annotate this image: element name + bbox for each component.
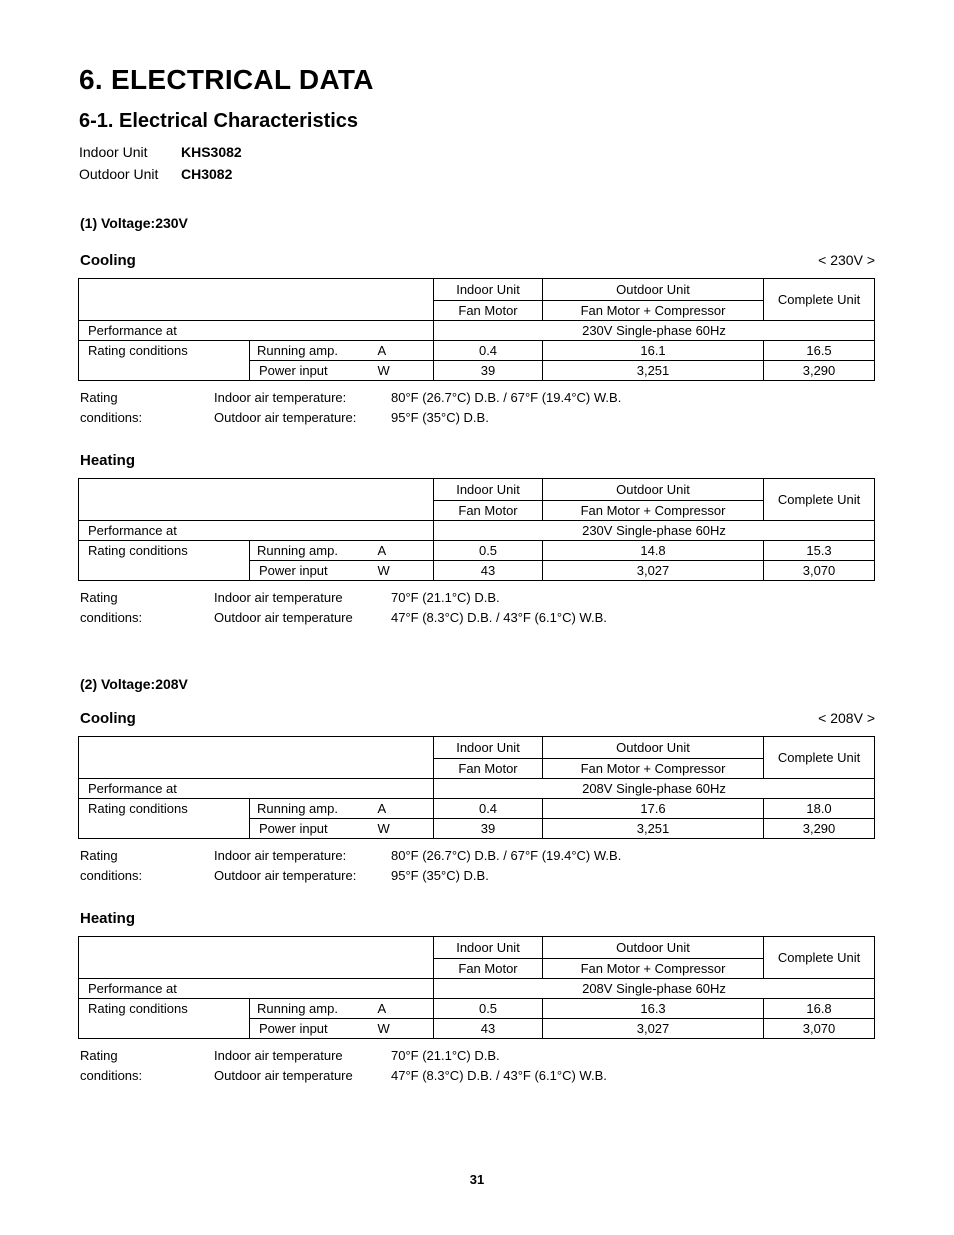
condition-value: 80°F (26.7°C) D.B. / 67°F (19.4°C) W.B. bbox=[391, 848, 622, 863]
cooling-230-table bbox=[78, 278, 875, 381]
power-input-indoor: 39 bbox=[434, 361, 543, 381]
indoor-unit-header: Indoor Unit bbox=[434, 937, 543, 959]
cooling-208-heading: Cooling bbox=[80, 710, 136, 727]
power-input-complete: 3,070 bbox=[764, 561, 875, 581]
power-input-indoor: 43 bbox=[434, 561, 543, 581]
running-amp-indoor: 0.4 bbox=[434, 799, 543, 819]
condition-value: 95°F (35°C) D.B. bbox=[391, 868, 489, 883]
running-amp-indoor: 0.5 bbox=[434, 541, 543, 561]
condition-value: 95°F (35°C) D.B. bbox=[391, 410, 489, 425]
power-input-indoor: 43 bbox=[434, 1019, 543, 1039]
power-input-complete: 3,290 bbox=[764, 361, 875, 381]
heating-230-heading: Heating bbox=[80, 452, 136, 469]
condition-value: 47°F (8.3°C) D.B. / 43°F (6.1°C) W.B. bbox=[391, 610, 607, 625]
power-input-unit: W bbox=[378, 361, 434, 381]
running-amp-unit: A bbox=[378, 541, 434, 561]
performance-at-label: Performance at bbox=[79, 321, 434, 341]
running-amp-outdoor: 16.1 bbox=[543, 341, 764, 361]
chapter-title: 6. ELECTRICAL DATA bbox=[79, 64, 374, 95]
rating-conditions-label: Rating conditions bbox=[79, 341, 250, 381]
rating-conditions-caption: Rating conditions: bbox=[80, 390, 143, 425]
indoor-unit-info bbox=[79, 144, 242, 160]
rating-conditions-label: Rating conditions bbox=[79, 541, 250, 581]
performance-value: 208V Single-phase 60Hz bbox=[434, 979, 875, 999]
condition-value: 70°F (21.1°C) D.B. bbox=[391, 1048, 500, 1063]
voltage-208-heading: (2) Voltage:208V bbox=[80, 676, 188, 692]
running-amp-label: Running amp. bbox=[250, 541, 378, 561]
indoor-unit-label: Indoor Unit bbox=[79, 144, 148, 160]
power-input-unit: W bbox=[378, 819, 434, 839]
indoor-unit-header: Indoor Unit bbox=[434, 279, 543, 301]
running-amp-outdoor: 17.6 bbox=[543, 799, 764, 819]
voltage-230-tag: < 230V > bbox=[818, 252, 875, 268]
running-amp-label: Running amp. bbox=[250, 999, 378, 1019]
indoor-unit-model: KHS3082 bbox=[181, 144, 242, 160]
performance-at-label: Performance at bbox=[79, 979, 434, 999]
section-title: 6-1. Electrical Characteristics bbox=[79, 110, 359, 132]
table-corner bbox=[79, 279, 434, 321]
power-input-label: Power input bbox=[250, 361, 378, 381]
fan-motor-header: Fan Motor bbox=[434, 759, 543, 779]
voltage-230-heading: (1) Voltage:230V bbox=[80, 215, 188, 231]
performance-value: 230V Single-phase 60Hz bbox=[434, 521, 875, 541]
rating-conditions-label: Rating conditions bbox=[79, 799, 250, 839]
condition-name: Outdoor air temperature: bbox=[214, 868, 357, 883]
outdoor-unit-header: Outdoor Unit bbox=[543, 737, 764, 759]
condition-name: Outdoor air temperature bbox=[214, 610, 353, 625]
table-corner bbox=[79, 737, 434, 779]
condition-value: 70°F (21.1°C) D.B. bbox=[391, 590, 500, 605]
complete-unit-header: Complete Unit bbox=[764, 279, 875, 321]
condition-name: Outdoor air temperature bbox=[214, 1068, 353, 1083]
power-input-outdoor: 3,027 bbox=[543, 561, 764, 581]
running-amp-unit: A bbox=[378, 799, 434, 819]
power-input-indoor: 39 bbox=[434, 819, 543, 839]
power-input-label: Power input bbox=[250, 1019, 378, 1039]
rating-conditions-label: Rating conditions bbox=[79, 999, 250, 1039]
power-input-outdoor: 3,251 bbox=[543, 819, 764, 839]
condition-name: Indoor air temperature bbox=[214, 590, 343, 605]
fan-motor-compressor-header: Fan Motor + Compressor bbox=[543, 959, 764, 979]
voltage-208-tag: < 208V > bbox=[818, 710, 875, 726]
running-amp-complete: 16.5 bbox=[764, 341, 875, 361]
fan-motor-header: Fan Motor bbox=[434, 301, 543, 321]
performance-at-label: Performance at bbox=[79, 521, 434, 541]
power-input-unit: W bbox=[378, 1019, 434, 1039]
outdoor-unit-model: CH3082 bbox=[181, 166, 233, 182]
performance-value: 230V Single-phase 60Hz bbox=[434, 321, 875, 341]
running-amp-label: Running amp. bbox=[250, 799, 378, 819]
table-corner bbox=[79, 479, 434, 521]
running-amp-label: Running amp. bbox=[250, 341, 378, 361]
running-amp-unit: A bbox=[378, 999, 434, 1019]
outdoor-unit-header: Outdoor Unit bbox=[543, 937, 764, 959]
cooling-230-heading: Cooling bbox=[80, 252, 136, 269]
condition-value: 47°F (8.3°C) D.B. / 43°F (6.1°C) W.B. bbox=[391, 1068, 607, 1083]
indoor-unit-header: Indoor Unit bbox=[434, 737, 543, 759]
running-amp-complete: 18.0 bbox=[764, 799, 875, 819]
running-amp-indoor: 0.5 bbox=[434, 999, 543, 1019]
running-amp-complete: 15.3 bbox=[764, 541, 875, 561]
condition-name: Indoor air temperature: bbox=[214, 390, 347, 405]
condition-name: Indoor air temperature bbox=[214, 1048, 343, 1063]
running-amp-outdoor: 14.8 bbox=[543, 541, 764, 561]
running-amp-complete: 16.8 bbox=[764, 999, 875, 1019]
outdoor-unit-info bbox=[79, 166, 232, 182]
fan-motor-header: Fan Motor bbox=[434, 501, 543, 521]
fan-motor-compressor-header: Fan Motor + Compressor bbox=[543, 301, 764, 321]
rating-conditions-caption: Rating conditions: bbox=[80, 590, 143, 625]
power-input-label: Power input bbox=[250, 561, 378, 581]
power-input-outdoor: 3,027 bbox=[543, 1019, 764, 1039]
power-input-label: Power input bbox=[250, 819, 378, 839]
condition-name: Outdoor air temperature: bbox=[214, 410, 357, 425]
rating-conditions-caption: Rating conditions: bbox=[80, 848, 143, 883]
performance-value: 208V Single-phase 60Hz bbox=[434, 779, 875, 799]
fan-motor-compressor-header: Fan Motor + Compressor bbox=[543, 759, 764, 779]
power-input-unit: W bbox=[378, 561, 434, 581]
complete-unit-header: Complete Unit bbox=[764, 479, 875, 521]
outdoor-unit-header: Outdoor Unit bbox=[543, 479, 764, 501]
cooling-208-table bbox=[78, 736, 875, 839]
heating-208-heading: Heating bbox=[80, 910, 136, 927]
outdoor-unit-label: Outdoor Unit bbox=[79, 166, 159, 182]
performance-at-label: Performance at bbox=[79, 779, 434, 799]
fan-motor-compressor-header: Fan Motor + Compressor bbox=[543, 501, 764, 521]
condition-name: Indoor air temperature: bbox=[214, 848, 347, 863]
heating-208-table bbox=[78, 936, 875, 1039]
condition-value: 80°F (26.7°C) D.B. / 67°F (19.4°C) W.B. bbox=[391, 390, 622, 405]
complete-unit-header: Complete Unit bbox=[764, 737, 875, 779]
power-input-complete: 3,070 bbox=[764, 1019, 875, 1039]
outdoor-unit-header: Outdoor Unit bbox=[543, 279, 764, 301]
page-number: 31 bbox=[469, 1172, 485, 1187]
power-input-complete: 3,290 bbox=[764, 819, 875, 839]
indoor-unit-header: Indoor Unit bbox=[434, 479, 543, 501]
rating-conditions-caption: Rating conditions: bbox=[80, 1048, 143, 1083]
fan-motor-header: Fan Motor bbox=[434, 959, 543, 979]
table-corner bbox=[79, 937, 434, 979]
complete-unit-header: Complete Unit bbox=[764, 937, 875, 979]
running-amp-unit: A bbox=[378, 341, 434, 361]
power-input-outdoor: 3,251 bbox=[543, 361, 764, 381]
running-amp-indoor: 0.4 bbox=[434, 341, 543, 361]
heating-230-table bbox=[78, 478, 875, 581]
running-amp-outdoor: 16.3 bbox=[543, 999, 764, 1019]
